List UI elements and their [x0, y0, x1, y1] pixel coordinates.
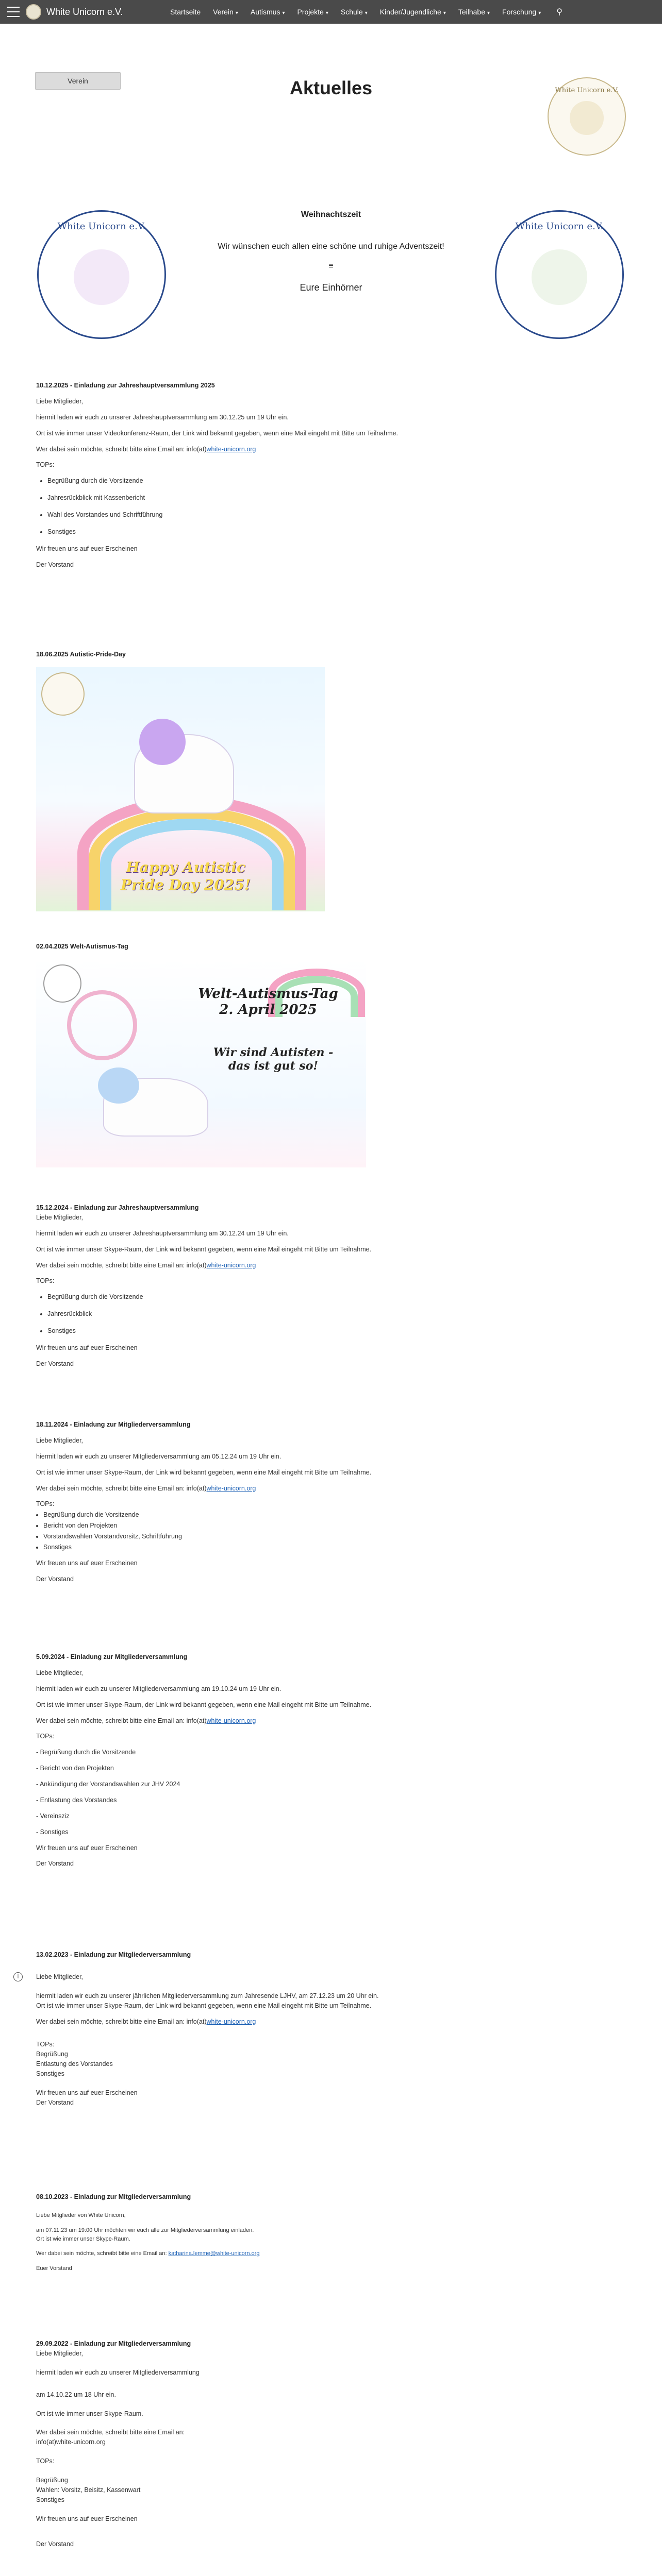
post-salutation: Liebe Mitglieder, — [36, 1669, 84, 1676]
tops-list — [36, 477, 603, 536]
autistic-pride-day-image — [36, 667, 325, 911]
post-mgv-2024-09 — [36, 1653, 603, 1875]
post-mgv-2022-09 — [36, 2340, 603, 2555]
post-closing: Wir freuen uns auf euer Erscheinen — [36, 1344, 138, 1351]
post-text: Ort ist wie immer unser Skype-Raum. — [36, 2235, 130, 2242]
list-item: • Wahl des Vorstandes und Schriftführung — [47, 511, 603, 519]
list-item: • Jahresrückblick — [47, 1310, 603, 1318]
list-item: • Begrüßung durch die Vorsitzende — [47, 477, 603, 485]
email-link[interactable]: white-unicorn.org — [206, 1484, 256, 1492]
chevron-down-icon: ▾ — [365, 10, 368, 16]
post-text: Ort ist wie immer unser Skype-Raum, der Link wird bekannt gegeben, wenn eine Mail eingeht mit Bitte um Teilnahme. — [36, 1468, 372, 1476]
nav-item-teilhabe[interactable]: Teilhabe ▾ — [458, 8, 490, 16]
greeting-sign: Eure Einhörner — [300, 282, 362, 293]
list-item: • Bericht von den Projekten — [43, 1521, 603, 1530]
post-text: hiermit laden wir euch zu unserer Mitgliederversammlung am 19.10.24 um 19 Uhr ein. — [36, 1685, 282, 1692]
club-seal-logo: White Unicorn e.V. — [548, 77, 626, 156]
page-title: Aktuelles — [289, 77, 373, 98]
post-salutation: Liebe Mitglieder, — [36, 2349, 84, 2357]
post-closing: Wir freuen uns auf euer Erscheinen — [36, 1559, 138, 1567]
post-text: am 14.10.22 um 18 Uhr ein. — [36, 2391, 116, 2398]
list-item: • Vorstandswahlen Vorstandvorsitz, Schriftführung — [43, 1532, 603, 1541]
post-text: Ort ist wie immer unser Skype-Raum, der Link wird bekannt gegeben, wenn eine Mail eingeht mit Bitte um Teilnahme. — [36, 2002, 372, 2009]
post-text: Ort ist wie immer unser Skype-Raum, der Link wird bekannt gegeben, wenn eine Mail eingeht mit Bitte um Teilnahme. — [36, 1245, 372, 1253]
post-text: hiermit laden wir euch zu unserer Mitgliederversammlung am 05.12.24 um 19 Uhr ein. — [36, 1452, 282, 1460]
post-closing: Wir freuen uns auf euer Erscheinen — [36, 1844, 138, 1852]
search-icon[interactable]: ⚲ — [556, 8, 562, 16]
email-link[interactable]: white-unicorn.org — [206, 445, 256, 453]
nav-item-kinder-jugendliche[interactable]: Kinder/Jugendliche ▾ — [379, 8, 446, 16]
list-item: - Sonstiges — [36, 1828, 69, 1836]
post-salutation: Liebe Mitglieder, — [36, 1973, 84, 1980]
chevron-down-icon: ▾ — [538, 10, 541, 16]
post-text: Wer dabei sein möchte, schreibt bitte eine Email an: katharina.lemme@white-unicorn.org — [36, 2250, 260, 2257]
post-autistic-pride-day — [36, 650, 603, 666]
post-heading: 18.06.2025 Autistic-Pride-Day — [36, 651, 126, 658]
chevron-down-icon: ▾ — [235, 10, 238, 16]
post-text: am 07.11.23 um 19:00 Uhr möchten wir euch alle zur Mitgliederversammlung einladen. — [36, 2227, 254, 2233]
post-salutation: Liebe Mitglieder, — [36, 1213, 84, 1221]
info-icon[interactable]: i — [13, 1972, 23, 1981]
post-sign: Der Vorstand — [36, 561, 74, 568]
chevron-down-icon: ▾ — [487, 10, 490, 16]
list-item: Wahlen: Vorsitz, Beisitz, Kassenwart — [36, 2486, 141, 2494]
post-text: Ort ist wie immer unser Videokonferenz-Raum, der Link wird bekannt gegeben, wenn eine Mail eingeht mit Bitte um Teilnahme. — [36, 429, 398, 437]
list-item: - Ankündigung der Vorstandswahlen zur JHV 2024 — [36, 1781, 180, 1788]
post-closing: Wir freuen uns auf euer Erscheinen — [36, 2515, 138, 2522]
list-item: Sonstiges — [36, 2070, 64, 2077]
post-jhv-2024 — [36, 1204, 603, 1376]
post-text: hiermit laden wir euch zu unserer Jahreshauptversammlung am 30.12.24 um 19 Uhr ein. — [36, 1229, 289, 1237]
post-mgv-2024-11 — [36, 1420, 603, 1591]
post-closing: Wir freuen uns auf euer Erscheinen — [36, 545, 138, 552]
tops-label: TOPs: — [36, 461, 55, 469]
post-sign: Der Vorstand — [36, 2098, 74, 2106]
image-caption: Welt-Autismus-Tag 2. April 2025 — [198, 986, 338, 1018]
post-text: hiermit laden wir euch zu unserer Jahreshauptversammlung am 30.12.25 um 19 Uhr ein. — [36, 413, 289, 421]
list-item: - Bericht von den Projekten — [36, 1765, 114, 1772]
list-item: Begrüßung — [36, 2050, 68, 2058]
nav-item-projekte[interactable]: Projekte ▾ — [297, 8, 328, 16]
nav-item-verein[interactable]: Verein ▾ — [213, 8, 238, 16]
list-item: - Begrüßung durch die Vorsitzende — [36, 1749, 136, 1756]
email-link[interactable]: white-unicorn.org — [206, 2018, 256, 2025]
post-heading: 08.10.2023 - Einladung zur Mitgliederversammlung — [36, 2193, 191, 2200]
post-heading: 10.12.2025 - Einladung zur Jahreshauptversammlung 2025 — [36, 382, 215, 389]
image-caption: Happy Autistic Pride Day 2025! — [120, 859, 251, 893]
list-item: • Sonstiges — [47, 528, 603, 536]
nav-item-startseite[interactable]: Startseite — [170, 8, 201, 16]
tops-list — [36, 1293, 603, 1335]
post-sign: Der Vorstand — [36, 2540, 74, 2548]
hamburger-menu-icon[interactable] — [7, 7, 20, 17]
tops-list — [36, 1511, 603, 1552]
greeting-symbol: ≡ — [328, 262, 334, 270]
post-sign: Euer Vorstand — [36, 2265, 72, 2272]
club-seal-small — [43, 964, 81, 1003]
post-salutation: Liebe Mitglieder von White Unicorn, — [36, 2212, 126, 2218]
post-text: hiermit laden wir euch zu unserer Mitgliederversammlung — [36, 2368, 200, 2376]
post-mgv-2023-10 — [36, 2193, 603, 2280]
post-text: Ort ist wie immer unser Skype-Raum, der Link wird bekannt gegeben, wenn eine Mail eingeht mit Bitte um Teilnahme. — [36, 1701, 372, 1708]
club-seal-small — [41, 672, 85, 716]
post-sign: Der Vorstand — [36, 1860, 74, 1868]
club-seal-left: White Unicorn e.V. — [37, 210, 166, 339]
chevron-down-icon: ▾ — [282, 10, 285, 16]
email-link[interactable]: white-unicorn.org — [206, 1717, 256, 1724]
welt-autismus-tag-image — [36, 959, 366, 1167]
post-heading: 29.09.2022 - Einladung zur Mitgliederversammlung — [36, 2340, 191, 2347]
post-heading: 15.12.2024 - Einladung zur Jahreshauptversammlung — [36, 1204, 199, 1211]
list-item: Entlastung des Vorstandes — [36, 2060, 113, 2068]
post-jhv-2025 — [36, 381, 603, 577]
list-item: • Begrüßung durch die Vorsitzende — [47, 1293, 603, 1301]
list-item: - Vereinsziz — [36, 1812, 70, 1820]
post-sign: Der Vorstand — [36, 1360, 74, 1367]
post-closing: Wir freuen uns auf euer Erscheinen — [36, 2089, 138, 2096]
tops-label: TOPs: — [36, 1277, 55, 1285]
list-item: • Sonstiges — [47, 1327, 603, 1335]
post-heading: 5.09.2024 - Einladung zur Mitgliederversammlung — [36, 1653, 188, 1660]
list-item: - Entlastung des Vorstandes — [36, 1796, 117, 1804]
post-mgv-2023-02 — [36, 1951, 603, 2114]
greeting-title: Weihnachtszeit — [301, 210, 361, 219]
site-brand[interactable] — [7, 4, 123, 20]
nav-item-forschung[interactable]: Forschung ▾ — [502, 8, 541, 16]
flower-wreath — [67, 990, 137, 1060]
post-salutation: Liebe Mitglieder, — [36, 397, 84, 405]
post-text: Wer dabei sein möchte, schreibt bitte eine Email an: info(at)white-unicorn.org — [36, 1484, 256, 1492]
main-nav — [170, 0, 562, 24]
post-heading: 13.02.2023 - Einladung zur Mitgliederversammlung — [36, 1951, 191, 1958]
list-item: Begrüßung — [36, 2477, 68, 2484]
tops-label: TOPs: — [36, 2458, 55, 2465]
tops-label: TOPs: — [36, 2041, 55, 2048]
list-item: • Jahresrückblick mit Kassenbericht — [47, 494, 603, 502]
nav-item-schule[interactable]: Schule ▾ — [340, 8, 368, 16]
site-logo[interactable] — [26, 4, 41, 20]
greeting-line: Wir wünschen euch allen eine schöne und ruhige Adventszeit! — [218, 242, 444, 251]
post-heading: 02.04.2025 Welt-Autismus-Tag — [36, 943, 128, 950]
list-item: • Sonstiges — [43, 1543, 603, 1552]
image-caption: Wir sind Autisten - das ist gut so! — [213, 1046, 334, 1073]
post-text: hiermit laden wir euch zu unserer jährlichen Mitgliederversammlung zum Jahresende LJHV, am 27.12.23 um 20 Uhr ein. — [36, 1992, 379, 1999]
email-link[interactable]: white-unicorn.org — [206, 1261, 256, 1269]
verein-button[interactable]: Verein — [35, 72, 121, 90]
post-sign: Der Vorstand — [36, 1575, 74, 1583]
post-heading: 18.11.2024 - Einladung zur Mitgliederversammlung — [36, 1421, 191, 1428]
club-seal-right: White Unicorn e.V. — [495, 210, 624, 339]
chevron-down-icon: ▾ — [325, 10, 328, 16]
post-text: Wer dabei sein möchte, schreibt bitte eine Email an: info(at)white-unicorn.org — [36, 445, 256, 453]
top-navigation-bar — [0, 0, 662, 24]
post-salutation: Liebe Mitglieder, — [36, 1436, 84, 1444]
post-text: Wer dabei sein möchte, schreibt bitte eine Email an: info(at)white-unicorn.org — [36, 1717, 256, 1724]
tops-label: TOPs: — [36, 1500, 55, 1508]
post-text: Wer dabei sein möchte, schreibt bitte eine Email an: info(at)white-unicorn.org — [36, 1261, 256, 1269]
nav-item-autismus[interactable]: Autismus ▾ — [250, 8, 285, 16]
email-link[interactable]: katharina.lemme@white-unicorn.org — [168, 2250, 260, 2257]
post-text: Wer dabei sein möchte, schreibt bitte eine Email an: — [36, 2429, 185, 2436]
site-title[interactable]: White Unicorn e.V. — [46, 6, 123, 17]
post-text: Wer dabei sein möchte, schreibt bitte eine Email an: info(at)white-unicorn.org — [36, 2018, 256, 2025]
post-welt-autismus-tag — [36, 942, 603, 958]
post-text: info(at)white-unicorn.org — [36, 2438, 106, 2446]
post-text: Ort ist wie immer unser Skype-Raum. — [36, 2410, 143, 2417]
chevron-down-icon: ▾ — [443, 10, 446, 16]
list-item: Sonstiges — [36, 2496, 64, 2503]
tops-label: TOPs: — [36, 1733, 55, 1740]
list-item: • Begrüßung durch die Vorsitzende — [43, 1511, 603, 1519]
